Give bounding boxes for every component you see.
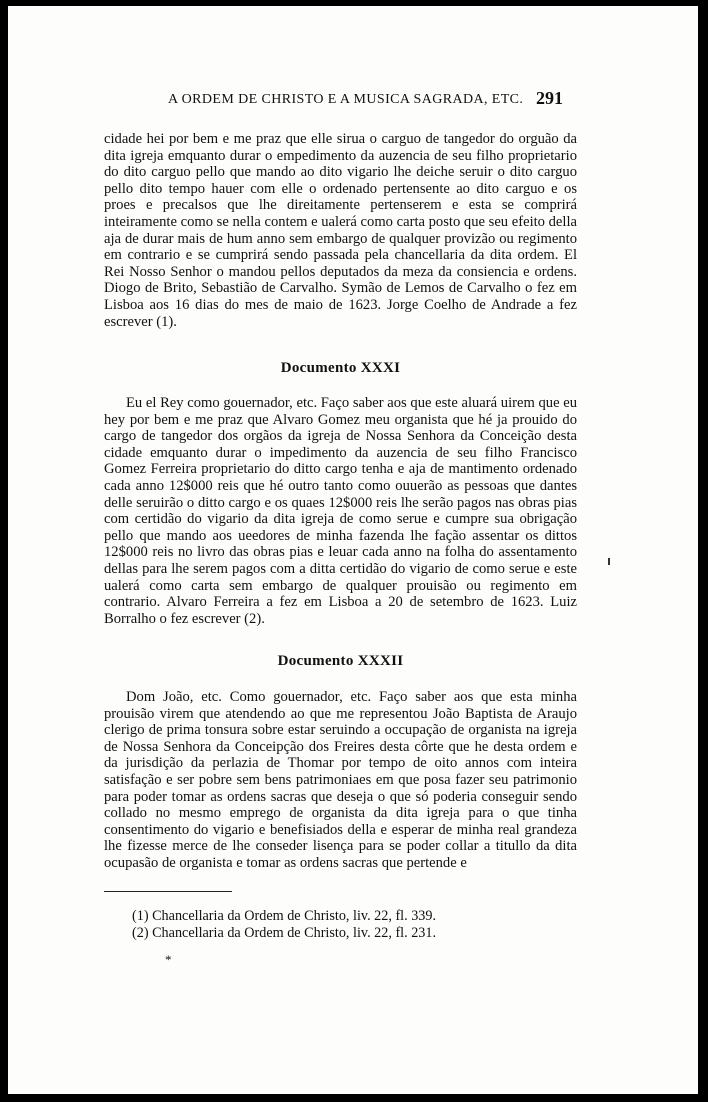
footnotes bbox=[132, 908, 436, 942]
continuation-paragraph: cidade hei por bem e me praz que elle sirua o carguo de tangedor do orguão da dita igreja emquanto durar o empedimento da auzencia de seu filho proprietario do dito carguo pello que mando ao dito vigario lhe deiche seruir o dito carguo pello dito tempo hauer com elle o ordenado pertensente ao dito carguo e os proes e precalsos que lhe direitamente pertenserem e esta se comprirá inteiramente como se nella contem e ualerá como carta posto que seu efeito della aja de durar mais de hum anno sem embargo de qualquer provizão ou regimento em contrario e se cumprirá sendo passada pela chancellaria da dita ordem. El Rei Nosso Senhor o mandou pellos deputados da meza da consiencia e ordens. Diogo de Brito, Sebastião de Carvalho. Symão de Lemos de Carvalho o fez em Lisboa aos 16 dias do mes de maio de 1623. Jorge Coelho de Andrade a fez escrever (1). bbox=[104, 131, 577, 330]
page-number: 291 bbox=[536, 88, 563, 108]
footnote-1: (1) Chancellaria da Ordem de Christo, liv. 22, fl. 339. bbox=[132, 908, 437, 924]
footnote-star: * bbox=[165, 952, 172, 967]
document-xxxii-paragraph: Dom João, etc. Como gouernador, etc. Faço saber aos que esta minha prouisão virem que atendendo ao que me representou João Baptista de Araujo clerigo de prima tonsura sobre estar seruindo a occupação de organista na igreja de Nossa Senhora da Conceipção dos Freires desta côrte que he desta ordem e da jurisdição da perlazia de Thomar por tempo de oito annos com inteira satisfação e ser pobre sem bens patrimoniaes em que posa fazer seu patrimonio para poder tomar as ordens sacras que deseja o que só poderia conseguir sendo collado no mesmo emprego de organista da dita igreja para o que tinha consentimento do vigario e benefisiados della e esperar de minha real grandeza lhe fizesse merce de lhe conseder lisença para se poder collar a titullo da dita ocupasão de organista e tomar as ordens sacras que pertende e bbox=[104, 689, 577, 871]
document-page bbox=[8, 6, 698, 1094]
running-title: A ORDEM DE CHRISTO E A MUSICA SAGRADA, ETC. bbox=[168, 92, 524, 107]
margin-mark bbox=[608, 558, 610, 565]
document-heading-xxxii: Documento XXXII bbox=[277, 653, 404, 669]
document-heading-xxxi: Documento XXXI bbox=[280, 360, 401, 376]
footnote-rule bbox=[104, 891, 232, 892]
footnote-2: (2) Chancellaria da Ordem de Christo, liv. 22, fl. 231. bbox=[132, 925, 437, 941]
document-xxxi-paragraph: Eu el Rey como gouernador, etc. Faço saber aos que este aluará uirem que eu hey por bem e me praz que Alvaro Gomez meu organista que hé ja prouido do cargo de tangedor dos orgãos da igreja de Nossa Senhora da Conceição desta cidade emquanto durar o impedimento da auzencia de seu filho Francisco Gomez Ferreira proprietario do ditto cargo tenha e aja de mantimento ordenado cada anno 12$000 reis que hé outro tanto como ouuerão as pessoas que dantes delle seruirão o ditto cargo e os quaes 12$000 reis lhe serão pagos nas obras pias com certidão do vigario da dita igreja de como serue e cumpre sua obrigação pello que mando aos ueedores de minha fazenda lhe fação assentar os dittos 12$000 reis no livro das obras pias e leuar cada anno na folha do assentamento dellas para lhe serem pagos com a ditta certidão do vigario de como serue e este ualerá como carta sem embargo de qualquer prouisão ou regimento em contrario. Alvaro Ferreira a fez em Lisboa a 20 de setembro de 1623. Luiz Borralho o fez escrever (2). bbox=[104, 395, 577, 627]
